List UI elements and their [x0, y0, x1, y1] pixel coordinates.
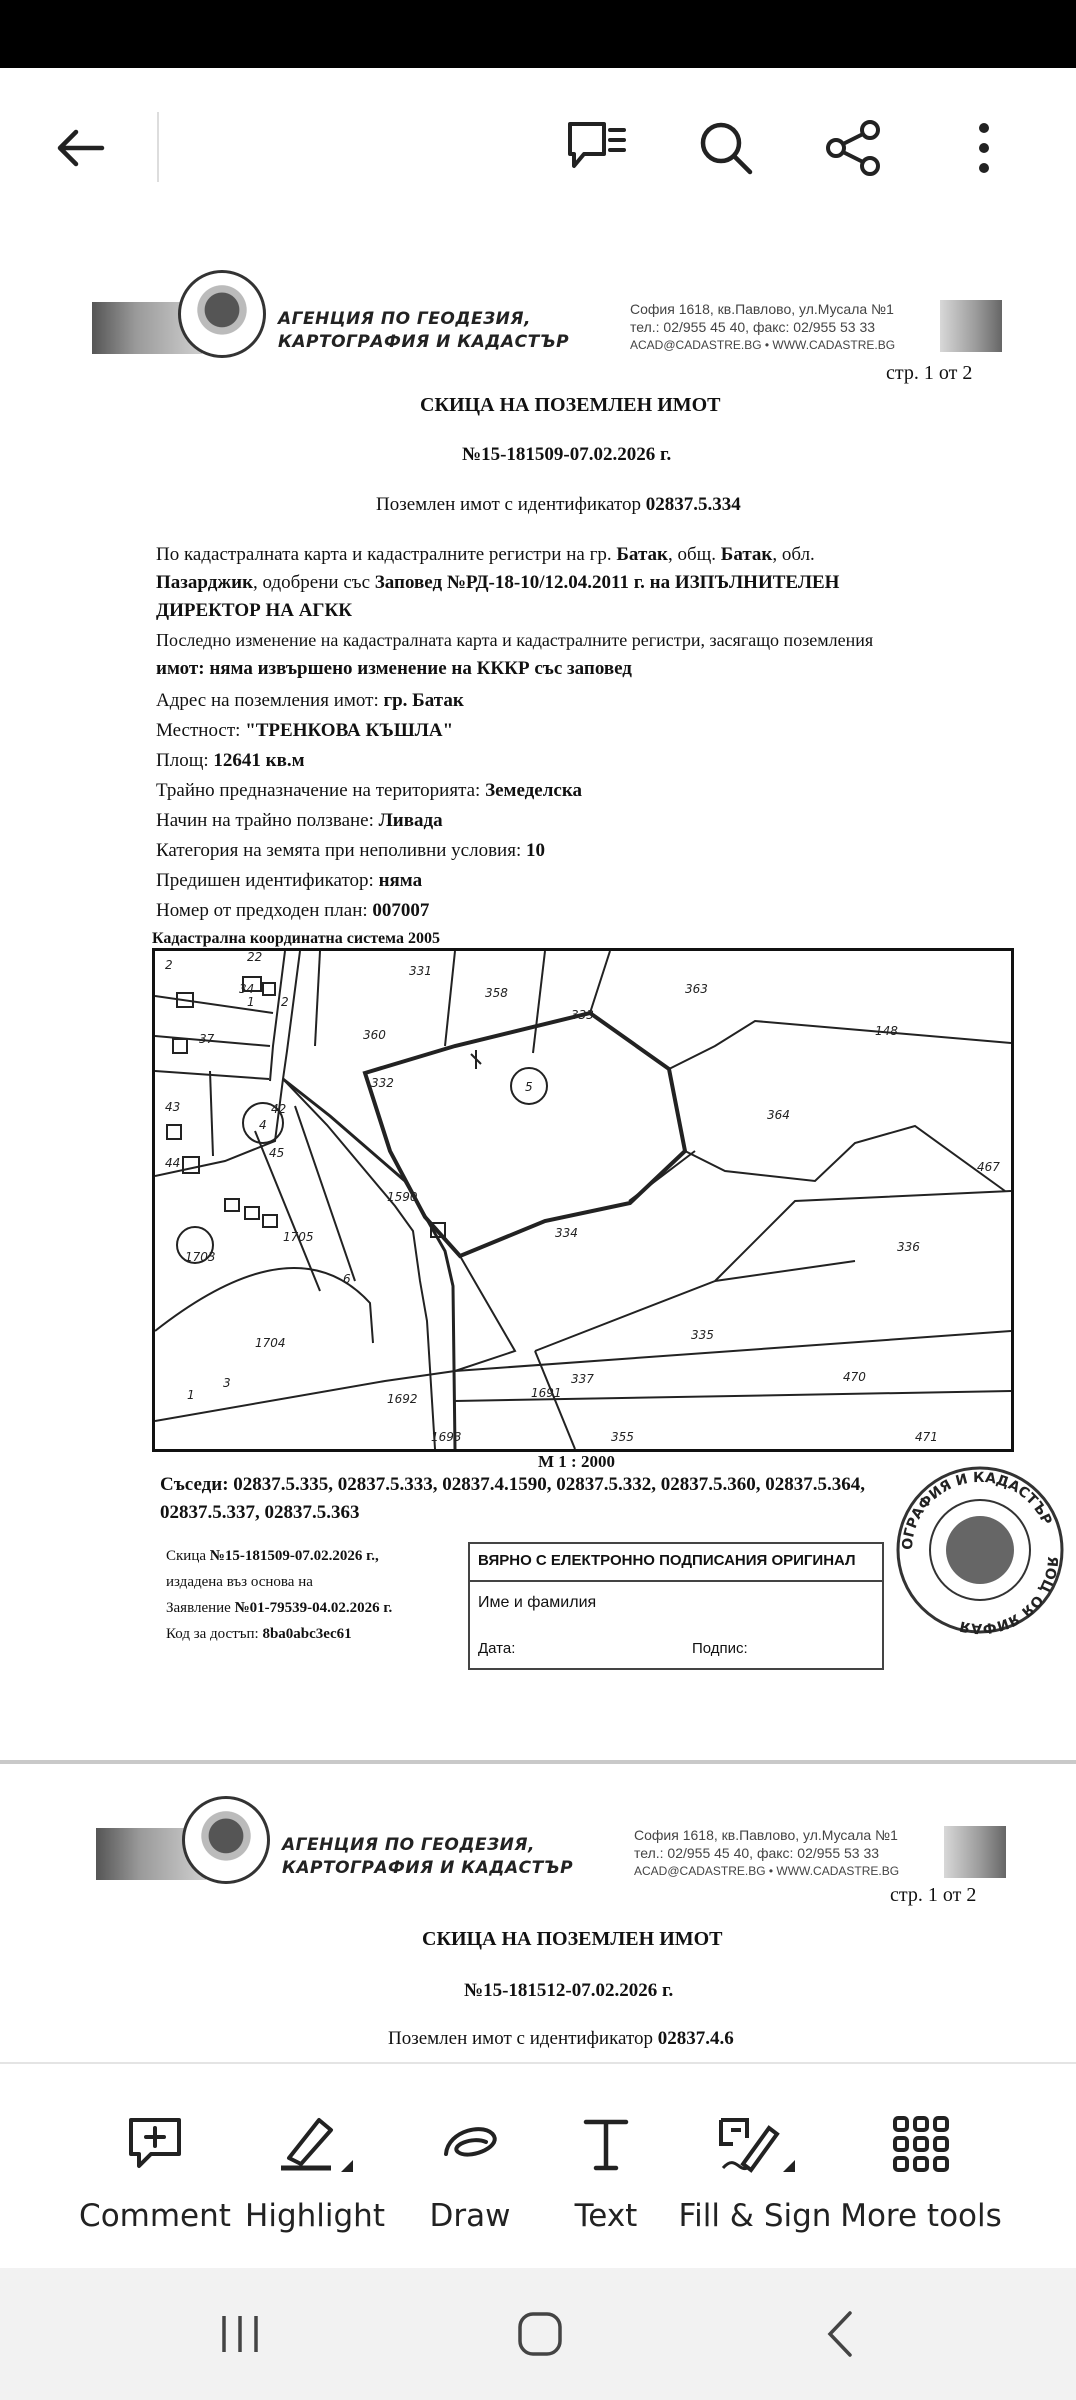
more-options-button[interactable]	[944, 108, 1024, 188]
category-value: 10	[525, 840, 545, 861]
fill-sign-label: Fill & Sign	[678, 2198, 832, 2234]
identifier-value-2: 02837.4.6	[657, 2028, 734, 2049]
map-label-45: 45	[269, 1146, 285, 1160]
agency-logo	[178, 270, 266, 358]
text-label: Text	[574, 2198, 638, 2234]
share-icon	[824, 118, 884, 178]
prev-id-value: няма	[378, 870, 423, 891]
recent-apps-button[interactable]	[200, 2294, 280, 2374]
agency-name-2	[282, 1834, 573, 1880]
prev-plan-line	[156, 900, 429, 922]
draw-label: Draw	[429, 2198, 511, 2234]
more-tools-label: More tools	[840, 2198, 1002, 2234]
e-signature-stamp	[468, 1542, 884, 1670]
address2-line2: тел.: 02/955 45 40, факс: 02/955 53 33	[634, 1845, 880, 1861]
comments-button[interactable]	[556, 108, 636, 188]
agency-name	[278, 308, 569, 354]
stamp-divider	[470, 1580, 882, 1582]
neighbors-values-1: 02837.5.335, 02837.5.333, 02837.4.1590, 02837.5.332, 02837.5.360, 02837.5.364,	[233, 1474, 866, 1495]
share-button[interactable]	[814, 108, 894, 188]
app-bar	[0, 68, 1076, 228]
map-label-331: 331	[409, 964, 432, 978]
map-label-336: 336	[897, 1240, 920, 1254]
app-bar-divider	[157, 112, 159, 182]
map-label-337: 337	[571, 1372, 594, 1386]
comment-tool[interactable]	[70, 2064, 240, 2270]
usage-value: Ливада	[378, 810, 443, 831]
map-label-332: 332	[371, 1076, 394, 1090]
coord-system-label: Кадастрална координатна система 2005	[152, 930, 440, 947]
arrow-left-icon	[52, 120, 108, 176]
page-number-2: стр. 1 от 2	[890, 1884, 977, 1906]
fill-sign-icon	[713, 2094, 797, 2194]
agency-address-2	[634, 1826, 899, 1880]
map-label-467: 467	[977, 1160, 1000, 1174]
neighbors-label: Съседи:	[160, 1474, 229, 1495]
usage-line	[156, 810, 443, 832]
identifier-value: 02837.5.334	[645, 494, 741, 515]
address-line1: София 1618, кв.Павлово, ул.Мусала №1	[630, 301, 894, 317]
highlighter-icon	[273, 2094, 357, 2194]
category-line	[156, 840, 545, 862]
purpose-value: Земеделска	[485, 780, 582, 801]
identifier-label: Поземлен имот с идентификатор	[376, 494, 642, 515]
address-line2: тел.: 02/955 45 40, факс: 02/955 53 33	[630, 319, 876, 335]
map-label-2: 2	[165, 958, 173, 972]
stamp-title: ВЯРНО С ЕЛЕКТРОННО ПОДПИСАНИЯ ОРИГИНАЛ	[478, 1552, 856, 1569]
map-label-335: 335	[691, 1328, 714, 1342]
issued-sketch-number: №15-181509-07.02.2026 г.,	[209, 1548, 379, 1564]
map-label-3: 3	[223, 1376, 231, 1390]
locality-line	[156, 720, 453, 742]
cadastral-map-drawing	[155, 951, 1011, 1449]
system-back-button[interactable]	[800, 2294, 880, 2374]
map-label-1693: 1693	[431, 1430, 462, 1444]
issued-sketch-label: Скица	[166, 1548, 207, 1564]
issued-line2: издадена въз основа на	[166, 1574, 313, 1590]
paragraph-line1	[156, 544, 815, 566]
p1-text-c: , обл.	[772, 544, 815, 565]
seal-text-top: ОГРАФИЯ И КАДАСТЪР	[899, 1469, 1055, 1551]
address-line	[156, 690, 464, 712]
neighbors-line2: 02837.5.337, 02837.5.363	[160, 1502, 360, 1523]
address2-line3: ACAD@CADASTRE.BG • WWW.CADASTRE.BG	[634, 1864, 900, 1878]
p2-text: , одобрени със	[253, 572, 371, 593]
access-code-label: Код за достъп:	[166, 1626, 259, 1642]
neighbors-line1	[160, 1474, 865, 1496]
home-icon	[515, 2309, 565, 2359]
status-bar	[0, 0, 1076, 68]
comment-list-icon	[564, 118, 628, 178]
search-button[interactable]	[686, 108, 766, 188]
map-label-2a: 2	[281, 995, 289, 1009]
map-label-43: 43	[165, 1100, 181, 1114]
agency-address	[630, 300, 895, 354]
back-button[interactable]	[40, 108, 120, 188]
paragraph-line2	[156, 572, 839, 594]
chevron-left-icon	[822, 2309, 858, 2359]
paragraph-line5	[156, 658, 632, 680]
prev-plan-value: 007007	[372, 900, 430, 921]
map-label-360: 360	[363, 1028, 386, 1042]
map-label-4: 4	[259, 1118, 267, 1132]
agency-name-line2: КАРТОГРАФИЯ И КАДАСТЪР	[278, 332, 570, 352]
recent-apps-icon	[216, 2312, 264, 2356]
identifier-label-2: Поземлен имот с идентификатор	[388, 2028, 654, 2049]
locality-label: Местност:	[156, 720, 241, 741]
p1-town: Батак	[616, 544, 668, 565]
paragraph-line3: ДИРЕКТОР НА АГКК	[156, 600, 353, 621]
p1-municipality: Батак	[720, 544, 773, 565]
fill-sign-tool[interactable]	[670, 2064, 840, 2270]
system-nav-bar	[0, 2268, 1076, 2400]
prev-id-label: Предишен идентификатор:	[156, 870, 374, 891]
map-label-1692: 1692	[387, 1392, 418, 1406]
identifier-line	[376, 494, 741, 516]
prev-plan-label: Номер от предходен план:	[156, 900, 368, 921]
map-label-34: 34	[239, 982, 255, 996]
document-title-2: СКИЦА НА ПОЗЕМЛЕН ИМОТ	[422, 1928, 723, 1950]
map-label-1a: 1	[247, 995, 255, 1009]
purpose-line	[156, 780, 582, 802]
map-label-5: 5	[525, 1080, 533, 1094]
address2-line1: София 1618, кв.Павлово, ул.Мусала №1	[634, 1827, 898, 1843]
application-label: Заявление	[166, 1600, 231, 1616]
map-label-148: 148	[875, 1024, 898, 1038]
map-label-1b: 1	[187, 1388, 195, 1402]
agency-name-line1: АГЕНЦИЯ ПО ГЕОДЕЗИЯ,	[278, 309, 531, 329]
area-value: 12641 кв.м	[213, 750, 305, 771]
page-number: стр. 1 от 2	[886, 362, 973, 384]
p1-text-b: , общ.	[667, 544, 717, 565]
paragraph-line4: Последно изменение на кадастралната карта и кадастралните регистри, засягащо поземления	[156, 630, 874, 650]
access-code-value: 8ba0abc3ec61	[262, 1626, 352, 1642]
issued-line1	[166, 1548, 379, 1565]
address-line3: ACAD@CADASTRE.BG • WWW.CADASTRE.BG	[630, 338, 896, 352]
p5-value: няма извършено изменение на КККР със заповед	[209, 658, 632, 679]
home-button[interactable]	[500, 2294, 580, 2374]
identifier-line-2	[388, 2028, 734, 2050]
map-label-358: 358	[485, 986, 508, 1000]
text-tool[interactable]	[536, 2064, 676, 2270]
highlight-tool[interactable]	[230, 2064, 400, 2270]
agency-name-2-line1: АГЕНЦИЯ ПО ГЕОДЕЗИЯ,	[282, 1835, 535, 1855]
stamp-name: Име и фамилия	[478, 1594, 597, 1611]
draw-tool[interactable]	[400, 2064, 540, 2270]
map-label-44: 44	[165, 1156, 181, 1170]
p2-order: Заповед №РД-18-10/12.04.2011 г. на ИЗПЪЛНИТЕЛЕН	[374, 572, 840, 593]
access-code-line	[166, 1626, 352, 1643]
address-label: Адрес на поземления имот:	[156, 690, 379, 711]
map-label-22: 22	[247, 951, 263, 964]
map-label-1703: 1703	[185, 1250, 216, 1264]
pdf-page-2	[0, 1764, 1076, 2062]
comment-label: Comment	[79, 2198, 231, 2234]
map-label-1691: 1691	[531, 1386, 562, 1400]
p5-label: имот:	[156, 658, 205, 679]
p1-text-a: По кадастралната карта и кадастралните регистри на гр.	[156, 544, 612, 565]
map-scale: М 1 : 2000	[538, 1452, 615, 1471]
document-title: СКИЦА НА ПОЗЕМЛЕН ИМОТ	[420, 394, 721, 416]
map-label-334: 334	[555, 1226, 578, 1240]
stamp-signature: Подпис:	[692, 1640, 748, 1657]
agency-logo-2	[182, 1796, 270, 1884]
draw-icon	[438, 2094, 502, 2194]
highlight-label: Highlight	[245, 2198, 385, 2234]
more-vertical-icon	[974, 118, 994, 178]
agency-name-2-line2: КАРТОГРАФИЯ И КАДАСТЪР	[282, 1858, 574, 1878]
map-label-363: 363	[685, 982, 708, 996]
agency-seal	[890, 1460, 1070, 1640]
document-number-2: №15-181512-07.02.2026 г.	[464, 1980, 674, 2001]
document-number: №15-181509-07.02.2026 г.	[462, 444, 672, 465]
header-grey-bar-right	[940, 300, 1002, 352]
map-label-333: 333	[571, 1008, 594, 1022]
map-label-6: 6	[343, 1272, 351, 1286]
p2-region: Пазарджик	[156, 572, 254, 593]
purpose-label: Трайно предназначение на територията:	[156, 780, 481, 801]
usage-label: Начин на трайно ползване:	[156, 810, 374, 831]
text-icon	[578, 2094, 634, 2194]
pdf-page-1	[0, 228, 1076, 1760]
map-label-42: 42	[271, 1102, 287, 1116]
map-label-470: 470	[843, 1370, 866, 1384]
address-value: гр. Батак	[383, 690, 464, 711]
map-label-364: 364	[767, 1108, 790, 1122]
map-label-1704: 1704	[255, 1336, 286, 1350]
map-label-471: 471	[915, 1430, 938, 1444]
map-label-1705: 1705	[283, 1230, 314, 1244]
prev-id-line	[156, 870, 422, 892]
issued-line3	[166, 1600, 392, 1617]
map-label-355: 355	[611, 1430, 634, 1444]
locality-value: "ТРЕНКОВА КЪШЛА"	[245, 720, 454, 741]
more-tools[interactable]	[836, 2064, 1006, 2270]
comment-icon	[123, 2094, 187, 2194]
map-label-37: 37	[199, 1032, 215, 1046]
grid-icon	[891, 2094, 951, 2194]
application-number: №01-79539-04.02.2026 г.	[234, 1600, 393, 1616]
bottom-toolbar	[0, 2062, 1076, 2270]
header-grey-bar-right-2	[944, 1826, 1006, 1878]
seal-text-bottom: ЯОЦ ОЯ ЯИФАЯ	[958, 1555, 1061, 1637]
area-line	[156, 750, 305, 772]
cadastral-map	[152, 948, 1014, 1452]
search-icon	[696, 118, 756, 178]
area-label: Площ:	[156, 750, 209, 771]
stamp-date: Дата:	[478, 1640, 516, 1657]
map-label-1590: 1590	[387, 1190, 418, 1204]
category-label: Категория на земята при неполивни условия:	[156, 840, 522, 861]
